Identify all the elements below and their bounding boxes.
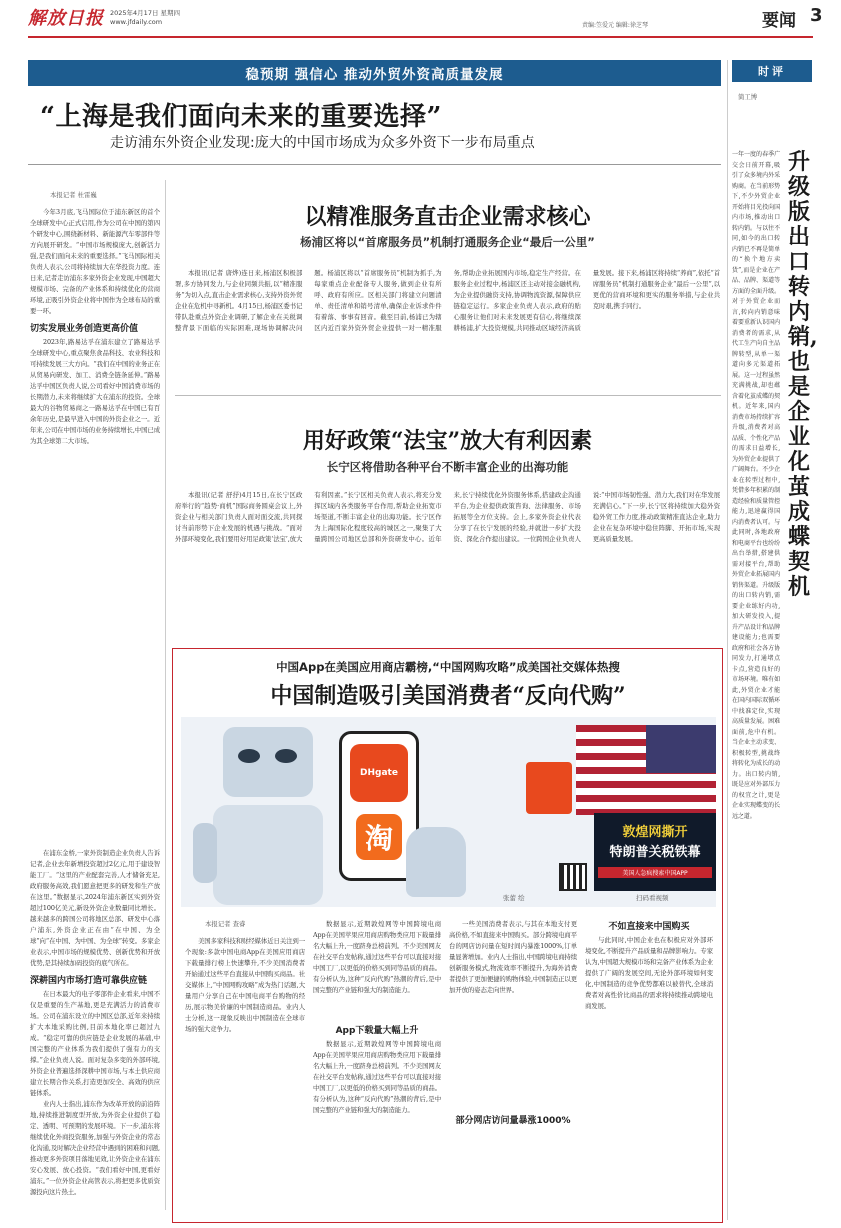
photo-credit: 张蕾 绘 (503, 894, 525, 902)
share-label[interactable]: 扫码看视频 (636, 894, 669, 902)
lead-subhead: 走访浦东外资企业发现:庞大的中国市场成为众多外资下一步布局重点 (110, 135, 535, 151)
story-c-paragraph: 一些美国消费者表示,与其在本地支付更高价格,不如直接来中国购买。部分跨境电商平台的网店访问量在短时间内暴涨1000%,订单量显著增加。业内人士指出,中国跨境电商持续创新服务模式,物流效率不断提升,为海外消费者提供了更加便捷的购物体验,中国制造正以更加开放的姿态走向世界。 (449, 920, 577, 994)
story-b-paragraph: 本报讯(记者 舒抒)4月15日,在长宁区政府举行的“趋势·商机”国际商务圆桌会议上,外资企业与相关部门负责人面对面交流,共同探讨当前形势下企业发展的机遇与挑战。“面对外部环境变化,我们要用好用足政策‘法宝’,放大有利因素。”长宁区相关负责人表示,将充分发挥区域内各类服务平台作用,帮助企业拓宽市场渠道,不断丰富企业的出海功能。长宁区作为上海国际化程度较高的城区之一,聚集了大量跨国公司地区总部和外资研发中心。近年来,长宁持续优化外资服务体系,搭建政企沟通平台,为企业提供政策咨询、法律服务、市场拓展等全方位支持。会上,多家外资企业代表分享了在长宁发展的经验,并就进一步扩大投资、深化合作提出建议。一位跨国企业负责人说:“中国市场韧性强、潜力大,我们对在华发展充满信心。”下一步,长宁区将持续加大稳外资稳外贸工作力度,推动政策精准直达企业,助力企业在复杂环境中稳住阵脚、开拓市场,实现更高质量发展。 (175, 491, 720, 543)
story-divider (175, 395, 721, 396)
story-c-paragraph: 与此同时,中国企业也在积极应对外部环境变化,不断提升产品质量和品牌影响力。专家认为,中国超大规模市场和完备产业体系为企业提供了广阔的发展空间,无论外部环境如何变化,中国制造的竞争优势都难以被替代,全球消费者对高性价比商品的需求将持续推动跨境电商发展。 (585, 936, 713, 1010)
story-c-subtitle-2: 部分网店访问量暴涨1000% (455, 1116, 571, 1126)
story-c-byline: 本报记者 查睿 (205, 920, 246, 928)
commentary-tag (732, 60, 812, 82)
story-b-body (175, 490, 720, 632)
section-name: 要闻 (762, 11, 796, 31)
story-b-subhead: 长宁区将借助各种平台不断丰富企业的出海功能 (326, 460, 569, 474)
site-url[interactable]: www.jfdaily.com (110, 18, 163, 26)
page-number: 3 (810, 5, 823, 26)
promo-title: 敦煌网撕开 (622, 825, 688, 840)
story-c-paragraph: 数据显示,近期敦煌网等中国跨境电商App在美国苹果应用商店购物类应用下载量排名大幅上升,一度跻身总榜前列。不少美国网友在社交平台发帖称,通过这些平台可以直接对接中国工厂,以更低的价格买到同等品质的商品。有分析认为,这种“反向代购”热潮的背后,是中国完整的产业链和强大的制造能力。 (313, 1040, 441, 1114)
story-c-paragraph: 数据显示,近期敦煌网等中国跨境电商App在美国苹果应用商店购物类应用下载量排名大幅上升,一度跻身总榜前列。不少美国网友在社交平台发帖称,通过这些平台可以直接对接中国工厂,以更低的价格买到同等品质的商品。有分析认为,这种“反向代购”热潮的背后,是中国完整的产业链和强大的制造能力。 (313, 920, 441, 994)
app-logo[interactable] (350, 744, 408, 802)
lead-headline: “上海是我们面向未来的重要选择” (40, 102, 442, 132)
story-c-subtitle-1: App下载量大幅上升 (335, 1026, 419, 1036)
story-a-paragraph: 本报讯(记者 唐烨)连日来,杨浦区积极部署,多方协同发力,与企业同频共振,以“精准服务”为切入点,直击企业需求核心,支持外资外贸企业在危机中寻新机。4月15日,杨浦区委书记带队赴重点外资企业调研,了解企业在关税调整背景下面临的实际困难,现场协调解决问题。杨浦区将以“首席服务员”机制为抓手,为每家重点企业配备专人服务,做到企业有所呼、政府有所应。区相关部门将建立问题清单、责任清单和销号清单,确保企业诉求件件有着落、事事有回音。截至目前,杨浦已为辖区内近百家外资外贸企业提供一对一精准服务,帮助企业拓展国内市场,稳定生产经营。在服务企业过程中,杨浦区还主动对接金融机构,为企业提供融资支持,协调物流资源,保障供应链稳定运行。多家企业负责人表示,政府的贴心服务让他们对未来发展更有信心,将继续深耕杨浦,扩大投资规模,共同推动区域经济高质量发展。接下来,杨浦区将持续“养商”,依托“首席服务员”机制打通服务企业“最后一公里”,以更优的营商环境和更实的服务举措,与企业共克时艰,携手同行。 (175, 269, 720, 332)
video-promo-card[interactable] (594, 813, 716, 891)
lead-paragraph: 今年3月底,飞马国际位于浦东新区的首个全球研发中心正式启用,作为公司在中国的第四个研发中心,围绕新材料、新能源汽车零部件等方向展开研发。“中国市场规模庞大,创新活力强,是我们面向未来的重要选择。”飞马国际相关负责人表示,公司将持续加大在华投资力度。连日来,记者走访浦东多家外资企业发现,中国超大规模市场、完备的产业体系和持续优化的营商环境,正吸引外资企业将中国作为全球布局的重要一环。 (30, 208, 160, 315)
hand-illustration (406, 827, 466, 897)
us-flag-illustration (576, 725, 716, 815)
lead-paragraph: 2023年,路易达孚在浦东建立了路易达孚全球研发中心,重点聚焦食品科技、农业科技和可持续发展三大方向。“我们在中国的业务正在从贸易向研发、加工、消费全链条延伸。”路易达孚中国区负责人说,公司看好中国消费市场的长期潜力,未来将继续扩大在浦东的投资。全球最大的谷物贸易商之一路易达孚在中国已有百余年历史,是最早进入中国的外资企业之一。近年来,公司在中国市场的业务持续增长,中国已成为其全球第二大市场。 (30, 338, 160, 445)
story-c-box (172, 648, 723, 1223)
story-c-column-2 (313, 919, 441, 1219)
story-c-subtitle-3: 不如直接来中国购买 (608, 922, 690, 932)
masthead-rule (28, 36, 813, 38)
issue-date: 2025年4月17日 星期四 (110, 9, 181, 17)
story-c-column-4 (585, 919, 713, 1219)
qr-code-icon[interactable] (559, 863, 587, 891)
app-logo-text: DHgate (360, 768, 398, 778)
commentary-divider (727, 60, 728, 1220)
story-c-column-3 (449, 919, 577, 1219)
theme-banner-text: 稳预期 强信心 推动外贸外资高质量发展 (245, 67, 504, 83)
story-a-headline: 以精准服务直击企业需求核心 (304, 204, 591, 230)
lead-column-2 (30, 848, 160, 1208)
lead-column-1 (30, 190, 160, 840)
story-c-headline: 中国制造吸引美国消费者“反向代购” (270, 683, 626, 709)
masthead (0, 0, 841, 38)
lead-subtitle-1: 切实发展业务创造更高价值 (30, 324, 139, 334)
illustration (181, 717, 716, 907)
story-b-headline: 用好政策“法宝”放大有利因素 (302, 428, 593, 454)
promo-subtitle: 特朗普关税铁幕 (609, 845, 701, 860)
lead-byline: 本报记者 杜雷巍 (50, 191, 97, 199)
lead-paragraph: 在浦东金桥,一家外资制造企业负责人告诉记者,企业去年新增投资超过2亿元,用于建设智能工厂。“这里的产业配套完善,人才储备充足,政府服务高效,我们愿意把更多的研发和生产放在这里。”数据显示,2024年浦东新区实到外资超过100亿美元,新设外资企业数量同比增长。越来越多的跨国公司将地区总部、研发中心落户浦东,外资企业正在由“在中国、为全球”向“在中国、为中国、为全球”转变。多家企业表示,中国市场的规模优势、创新优势和开放优势,是其持续加码投资的底气所在。 (30, 849, 160, 967)
lead-rule (28, 164, 721, 165)
story-c-paragraph: 美国多家科技和财经媒体近日关注到一个现象:多款中国电商App在美国应用商店下载量排行榜上快速攀升,不少美国消费者开始通过这些平台直接从中国购买商品。社交媒体上,“中国网购攻略”成为热门话题,大量用户分享自己在中国电商平台购物的经历,展示物美价廉的中国制造商品。业内人士分析,这一现象反映出中国制造在全球市场的强大竞争力。 (185, 937, 305, 1033)
robot-illustration (193, 727, 343, 905)
taobao-glyph: 淘 (364, 822, 393, 855)
taobao-app-icon[interactable] (356, 814, 402, 860)
lead-subtitle-2: 深耕国内市场打造可靠供应链 (30, 976, 148, 986)
lead-paragraph: 在日本最大的电子零部件企业看来,中国不仅是重要的生产基地,更是充满活力的消费市场。公司在浦东设立的中国区总部,近年来持续扩大本地采购比例,目前本地化率已超过九成。“稳定可靠的供应链是企业发展的基础,中国完整的产业体系为我们提供了强有力的支撑。”企业负责人说。面对复杂多变的外部环境,外资企业普遍选择深耕中国市场,与本土供应商建立长期合作关系,打造更加安全、高效的供应链体系。 (30, 990, 160, 1097)
theme-banner (28, 60, 721, 86)
shopping-bag-icon (526, 762, 572, 814)
commentary-body (732, 150, 780, 1220)
promo-small: 美国人急疯搜索中国APP (598, 867, 712, 878)
column-divider (165, 180, 166, 1210)
story-a-body (175, 268, 720, 388)
story-c-column-1 (185, 919, 305, 1219)
commentary-byline: 简工博 (738, 93, 758, 101)
newspaper-logo: 解放日报 (28, 8, 104, 29)
lead-paragraph: 业内人士指出,浦东作为改革开放的前沿阵地,持续推进制度型开放,为外资企业提供了稳定、透明、可预期的发展环境。下一步,浦东将继续优化外商投资服务,加强与外资企业的常态化沟通,及时解决企业经营中遇到的困难和问题,推动更多外资项目落地见效,让外资企业在浦东安心发展、放心投资。“我们看好中国,更看好浦东。”一位外资企业高管表示,将把更多优质资源投向这片热土。 (30, 1100, 160, 1196)
story-c-kicker: 中国App在美国应用商店霸榜,“中国网购攻略”成美国社交媒体热搜 (276, 660, 620, 674)
page-editors: 责编:笠爱元 编辑:徐芝琴 (582, 22, 648, 29)
commentary-headline: 升级版出口转内销,也是企业化茧成蝶契机 (788, 149, 818, 600)
commentary-tag-text: 时评 (758, 65, 786, 78)
story-a-subhead: 杨浦区将以“首席服务员”机制打通服务企业“最后一公里” (300, 235, 595, 249)
commentary-paragraph: 一年一度的春季广交会日前开幕,吸引了众多境内外采购商。在当前形势下,不少外贸企业开始将目光投向国内市场,推动出口转内销。与以往不同,如今的出口转内销已不再是简单的“换个地方卖货”,而是企业在产品、品牌、渠道等方面的全面升级。对于外贸企业而言,转向内销意味着要重新认识国内消费者的需求,从代工生产向自主品牌转型,从单一渠道向多元渠道拓展。这一过程虽然充满挑战,却也蕴含着化茧成蝶的契机。近年来,国内消费市场持续扩容升级,消费者对高品质、个性化产品的需求日益增长,为外贸企业提供了广阔舞台。不少企业在转型过程中,凭借多年积累的制造经验和质量管控能力,迅速赢得国内消费者认可。与此同时,各地政府和电商平台也纷纷出台举措,搭建供需对接平台,帮助外贸企业拓展国内销售渠道。升级版的出口转内销,需要企业练好内功,加大研发投入,提升产品设计和品牌建设能力;也需要政府和社会各方协同发力,打通堵点卡点,营造良好的市场环境。唯有如此,外贸企业才能在国内国际双循环中找准定位,实现高质量发展。困难面前,危中有机。当企业主动求变、积极转型,挑战终将转化为成长的动力。出口转内销,既是应对外部压力的权宜之计,更是企业实现蝶变的长远之道。 (732, 151, 780, 820)
